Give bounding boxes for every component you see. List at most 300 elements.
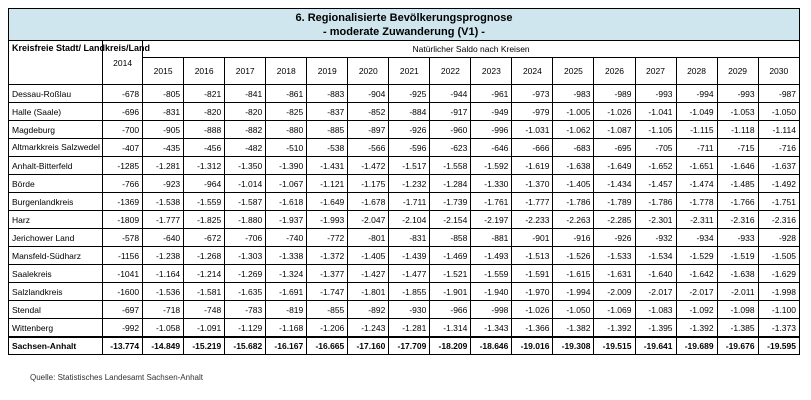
forecast-value: -1.314	[430, 319, 471, 338]
forecast-value: -1.105	[635, 121, 676, 139]
forecast-value: -1.637	[758, 157, 799, 175]
forecast-value: -1.786	[553, 193, 594, 211]
base-year-value: -697	[103, 301, 143, 319]
forecast-value: -1.493	[471, 247, 512, 265]
forecast-value: -1.050	[758, 103, 799, 121]
forecast-value: -1.474	[676, 175, 717, 193]
forecast-value: -1.373	[758, 319, 799, 338]
forecast-value: -1.439	[389, 247, 430, 265]
base-year-value: -1285	[103, 157, 143, 175]
source-note: Quelle: Statistisches Landesamt Sachsen-Anhalt	[30, 373, 203, 382]
forecast-value: -1.087	[594, 121, 635, 139]
forecast-value: -944	[430, 85, 471, 103]
forecast-value: -1.994	[553, 283, 594, 301]
forecast-value: -1.014	[225, 175, 266, 193]
forecast-value: -1.901	[430, 283, 471, 301]
forecast-value: -1.031	[512, 121, 553, 139]
forecast-value: -19.676	[717, 337, 758, 355]
forecast-value: -1.777	[512, 193, 553, 211]
forecast-value: -1.431	[307, 157, 348, 175]
forecast-value: -852	[348, 103, 389, 121]
forecast-value: -2.197	[471, 211, 512, 229]
forecast-value: -1.232	[389, 175, 430, 193]
region-name: Halle (Saale)	[9, 103, 103, 121]
forecast-value: -1.937	[266, 211, 307, 229]
forecast-value: -1.751	[758, 193, 799, 211]
forecast-value: -837	[307, 103, 348, 121]
forecast-value: -987	[758, 85, 799, 103]
forecast-value: -1.998	[758, 283, 799, 301]
forecast-value: -1.324	[266, 265, 307, 283]
forecast-value: -1.115	[676, 121, 717, 139]
forecast-value: -989	[594, 85, 635, 103]
forecast-value: -1.330	[471, 175, 512, 193]
forecast-value: -1.940	[471, 283, 512, 301]
table-row	[9, 103, 800, 121]
year-header: 2022	[430, 58, 471, 85]
forecast-value: -16.167	[266, 337, 307, 355]
forecast-value: -2.047	[348, 211, 389, 229]
forecast-value: -916	[553, 229, 594, 247]
forecast-value: -831	[143, 103, 184, 121]
forecast-value: -1.067	[266, 175, 307, 193]
forecast-value: -2.011	[717, 283, 758, 301]
forecast-value: -2.017	[635, 283, 676, 301]
forecast-value: -1.619	[512, 157, 553, 175]
group-header: Natürlicher Saldo nach Kreisen	[143, 41, 800, 58]
forecast-value: -831	[389, 229, 430, 247]
forecast-value: -1.711	[389, 193, 430, 211]
forecast-value: -926	[594, 229, 635, 247]
forecast-value: -1.536	[143, 283, 184, 301]
forecast-value: -15.682	[225, 337, 266, 355]
forecast-value: -1.638	[717, 265, 758, 283]
forecast-value: -1.284	[430, 175, 471, 193]
year-header: 2020	[348, 58, 389, 85]
base-year-value: -407	[103, 139, 143, 157]
forecast-table	[8, 40, 800, 355]
forecast-value: -15.219	[184, 337, 225, 355]
table-row	[9, 247, 800, 265]
base-year-value: -700	[103, 121, 143, 139]
forecast-value: -960	[430, 121, 471, 139]
forecast-value: -892	[348, 301, 389, 319]
forecast-value: -1.558	[430, 157, 471, 175]
forecast-value: -718	[143, 301, 184, 319]
forecast-value: -934	[676, 229, 717, 247]
forecast-value: -855	[307, 301, 348, 319]
year-header: 2030	[758, 58, 799, 85]
forecast-value: -1.405	[348, 247, 389, 265]
forecast-value: -1.651	[676, 157, 717, 175]
year-header: 2015	[143, 58, 184, 85]
forecast-value: -2.311	[676, 211, 717, 229]
forecast-value: -1.268	[184, 247, 225, 265]
forecast-value: -1.521	[430, 265, 471, 283]
forecast-value: -672	[184, 229, 225, 247]
forecast-value: -1.281	[143, 157, 184, 175]
forecast-value: -538	[307, 139, 348, 157]
base-year-value: -1369	[103, 193, 143, 211]
forecast-value: -17.709	[389, 337, 430, 355]
forecast-value: -1.303	[225, 247, 266, 265]
table-row	[9, 229, 800, 247]
forecast-value: -2.316	[717, 211, 758, 229]
year-header: 2027	[635, 58, 676, 85]
forecast-value: -930	[389, 301, 430, 319]
forecast-value: -1.338	[266, 247, 307, 265]
forecast-value: -596	[389, 139, 430, 157]
forecast-value: -1.434	[594, 175, 635, 193]
region-column-header: Kreisfreie Stadt/ Landkreis/Land	[9, 41, 103, 85]
forecast-value: -706	[225, 229, 266, 247]
forecast-value: -2.017	[676, 283, 717, 301]
forecast-value: -1.005	[553, 103, 594, 121]
forecast-value: -1.091	[184, 319, 225, 338]
forecast-value: -19.689	[676, 337, 717, 355]
table-row	[9, 139, 800, 157]
forecast-value: -825	[266, 103, 307, 121]
forecast-value: -1.526	[553, 247, 594, 265]
forecast-value: -1.214	[184, 265, 225, 283]
forecast-value: -1.789	[594, 193, 635, 211]
year-header: 2025	[553, 58, 594, 85]
forecast-value: -1.855	[389, 283, 430, 301]
forecast-value: -1.777	[143, 211, 184, 229]
table-row	[9, 319, 800, 338]
forecast-value: -905	[143, 121, 184, 139]
forecast-value: -1.559	[184, 193, 225, 211]
forecast-value: -983	[553, 85, 594, 103]
forecast-value: -19.308	[553, 337, 594, 355]
forecast-value: -1.642	[676, 265, 717, 283]
table-row	[9, 265, 800, 283]
year-header: 2028	[676, 58, 717, 85]
forecast-value: -623	[430, 139, 471, 157]
forecast-value: -1.281	[389, 319, 430, 338]
region-name: Börde	[9, 175, 103, 193]
forecast-value: -1.513	[512, 247, 553, 265]
forecast-value: -1.312	[184, 157, 225, 175]
forecast-value: -888	[184, 121, 225, 139]
forecast-value: -1.529	[676, 247, 717, 265]
forecast-value: -1.350	[225, 157, 266, 175]
forecast-value: -1.581	[184, 283, 225, 301]
forecast-value: -1.168	[266, 319, 307, 338]
year-header: 2021	[389, 58, 430, 85]
forecast-value: -482	[225, 139, 266, 157]
region-name: Wittenberg	[9, 319, 103, 338]
forecast-value: -897	[348, 121, 389, 139]
forecast-value: -1.519	[717, 247, 758, 265]
forecast-value: -1.587	[225, 193, 266, 211]
forecast-value: -1.638	[553, 157, 594, 175]
forecast-value: -1.691	[266, 283, 307, 301]
table-title	[8, 8, 800, 40]
forecast-value: -1.993	[307, 211, 348, 229]
region-name: Mansfeld-Südharz	[9, 247, 103, 265]
forecast-value: -16.665	[307, 337, 348, 355]
year-header: 2018	[266, 58, 307, 85]
title-line-1: 6. Regionalisierte Bevölkerungsprognose	[295, 12, 513, 24]
forecast-value: -1.631	[594, 265, 635, 283]
year-header: 2019	[307, 58, 348, 85]
forecast-value: -1.559	[471, 265, 512, 283]
forecast-value: -1.129	[225, 319, 266, 338]
forecast-value: -993	[717, 85, 758, 103]
base-year-value: -1600	[103, 283, 143, 301]
forecast-value: -748	[184, 301, 225, 319]
forecast-value: -1.635	[225, 283, 266, 301]
forecast-value: -2.316	[758, 211, 799, 229]
forecast-value: -1.206	[307, 319, 348, 338]
forecast-value: -1.058	[143, 319, 184, 338]
forecast-value: -1.533	[594, 247, 635, 265]
table-row	[9, 121, 800, 139]
forecast-value: -979	[512, 103, 553, 121]
forecast-value: -435	[143, 139, 184, 157]
table-row	[9, 175, 800, 193]
forecast-value: -19.515	[594, 337, 635, 355]
forecast-value: -1.385	[717, 319, 758, 338]
forecast-value: -1.786	[635, 193, 676, 211]
base-year-value: -13.774	[103, 337, 143, 355]
forecast-value: -1.538	[143, 193, 184, 211]
region-name: Harz	[9, 211, 103, 229]
forecast-value: -998	[471, 301, 512, 319]
forecast-value: -1.457	[635, 175, 676, 193]
forecast-value: -1.678	[348, 193, 389, 211]
forecast-value: -705	[635, 139, 676, 157]
forecast-value: -841	[225, 85, 266, 103]
forecast-value: -1.026	[512, 301, 553, 319]
forecast-value: -861	[266, 85, 307, 103]
forecast-value: -928	[758, 229, 799, 247]
table-row	[9, 85, 800, 103]
forecast-value: -1.069	[594, 301, 635, 319]
forecast-value: -805	[143, 85, 184, 103]
forecast-value: -1.062	[553, 121, 594, 139]
forecast-value: -1.649	[307, 193, 348, 211]
forecast-value: -666	[512, 139, 553, 157]
base-year-value: -1156	[103, 247, 143, 265]
forecast-value: -1.392	[676, 319, 717, 338]
region-name: Burgenlandkreis	[9, 193, 103, 211]
forecast-value: -1.477	[389, 265, 430, 283]
forecast-value: -917	[430, 103, 471, 121]
region-name: Sachsen-Anhalt	[9, 337, 103, 355]
forecast-value: -510	[266, 139, 307, 157]
forecast-value: -994	[676, 85, 717, 103]
region-name: Salzlandkreis	[9, 283, 103, 301]
forecast-value: -901	[512, 229, 553, 247]
forecast-value: -1.372	[307, 247, 348, 265]
year-header: 2026	[594, 58, 635, 85]
forecast-value: -964	[184, 175, 225, 193]
forecast-value: -996	[471, 121, 512, 139]
forecast-value: -14.849	[143, 337, 184, 355]
base-year-value: -678	[103, 85, 143, 103]
forecast-value: -683	[553, 139, 594, 157]
year-header: 2023	[471, 58, 512, 85]
forecast-value: -1.121	[307, 175, 348, 193]
region-name: Jerichower Land	[9, 229, 103, 247]
base-year-value: -1041	[103, 265, 143, 283]
forecast-value: -1.469	[430, 247, 471, 265]
forecast-value: -783	[225, 301, 266, 319]
table-row	[9, 283, 800, 301]
forecast-value: -884	[389, 103, 430, 121]
forecast-value: -1.646	[717, 157, 758, 175]
forecast-value: -1.534	[635, 247, 676, 265]
forecast-value: -1.766	[717, 193, 758, 211]
year-header: 2017	[225, 58, 266, 85]
region-name: Saalekreis	[9, 265, 103, 283]
forecast-value: -820	[225, 103, 266, 121]
forecast-value: -949	[471, 103, 512, 121]
forecast-value: -1.880	[225, 211, 266, 229]
base-year-header: 2014	[103, 41, 143, 85]
forecast-value: -1.377	[307, 265, 348, 283]
region-name: Stendal	[9, 301, 103, 319]
forecast-value: -18.646	[471, 337, 512, 355]
forecast-value: -1.739	[430, 193, 471, 211]
forecast-value: -1.615	[553, 265, 594, 283]
region-name: Anhalt-Bitterfeld	[9, 157, 103, 175]
forecast-value: -715	[717, 139, 758, 157]
forecast-value: -1.505	[758, 247, 799, 265]
forecast-value: -2.154	[430, 211, 471, 229]
forecast-value: -801	[348, 229, 389, 247]
forecast-value: -1.485	[717, 175, 758, 193]
forecast-value: -1.591	[512, 265, 553, 283]
forecast-value: -1.049	[676, 103, 717, 121]
forecast-value: -993	[635, 85, 676, 103]
forecast-value: -2.104	[389, 211, 430, 229]
forecast-value: -1.092	[676, 301, 717, 319]
forecast-value: -2.301	[635, 211, 676, 229]
forecast-value: -711	[676, 139, 717, 157]
forecast-value: -1.390	[266, 157, 307, 175]
year-header: 2024	[512, 58, 553, 85]
forecast-value: -1.592	[471, 157, 512, 175]
region-name: Magdeburg	[9, 121, 103, 139]
forecast-value: -932	[635, 229, 676, 247]
forecast-value: -1.083	[635, 301, 676, 319]
forecast-value: -1.652	[635, 157, 676, 175]
forecast-value: -1.970	[512, 283, 553, 301]
base-year-value: -992	[103, 319, 143, 338]
forecast-value: -2.009	[594, 283, 635, 301]
year-header: 2029	[717, 58, 758, 85]
forecast-value: -1.053	[717, 103, 758, 121]
table-row	[9, 301, 800, 319]
forecast-value: -640	[143, 229, 184, 247]
forecast-value: -819	[266, 301, 307, 319]
forecast-value: -1.098	[717, 301, 758, 319]
base-year-value: -578	[103, 229, 143, 247]
forecast-value: -18.209	[430, 337, 471, 355]
forecast-value: -1.392	[594, 319, 635, 338]
forecast-value: -1.395	[635, 319, 676, 338]
forecast-value: -1.778	[676, 193, 717, 211]
forecast-value: -772	[307, 229, 348, 247]
base-year-value: -1809	[103, 211, 143, 229]
forecast-value: -926	[389, 121, 430, 139]
forecast-value: -1.114	[758, 121, 799, 139]
forecast-value: -1.164	[143, 265, 184, 283]
forecast-value: -19.016	[512, 337, 553, 355]
forecast-value: -1.382	[553, 319, 594, 338]
forecast-value: -1.761	[471, 193, 512, 211]
forecast-value: -456	[184, 139, 225, 157]
forecast-value: -1.343	[471, 319, 512, 338]
forecast-value: -1.492	[758, 175, 799, 193]
base-year-value: -766	[103, 175, 143, 193]
forecast-value: -933	[717, 229, 758, 247]
table-row	[9, 193, 800, 211]
forecast-value: -1.370	[512, 175, 553, 193]
forecast-value: -1.472	[348, 157, 389, 175]
table-row	[9, 211, 800, 229]
forecast-value: -1.747	[307, 283, 348, 301]
forecast-value: -973	[512, 85, 553, 103]
forecast-value: -1.649	[594, 157, 635, 175]
forecast-value: -2.233	[512, 211, 553, 229]
forecast-value: -821	[184, 85, 225, 103]
forecast-value: -966	[430, 301, 471, 319]
forecast-value: -923	[143, 175, 184, 193]
forecast-value: -883	[307, 85, 348, 103]
forecast-value: -19.595	[758, 337, 799, 355]
forecast-value: -740	[266, 229, 307, 247]
forecast-value: -716	[758, 139, 799, 157]
forecast-value: -882	[225, 121, 266, 139]
title-line-2: - moderate Zuwanderung (V1) -	[323, 26, 485, 38]
forecast-value: -19.641	[635, 337, 676, 355]
forecast-value: -1.618	[266, 193, 307, 211]
forecast-value: -880	[266, 121, 307, 139]
forecast-value: -2.285	[594, 211, 635, 229]
data-sheet	[8, 8, 800, 355]
forecast-value: -1.366	[512, 319, 553, 338]
forecast-value: -961	[471, 85, 512, 103]
forecast-value: -1.118	[717, 121, 758, 139]
forecast-value: -881	[471, 229, 512, 247]
forecast-value: -1.026	[594, 103, 635, 121]
forecast-value: -1.243	[348, 319, 389, 338]
forecast-value: -885	[307, 121, 348, 139]
year-header: 2016	[184, 58, 225, 85]
forecast-value: -1.405	[553, 175, 594, 193]
forecast-value: -1.175	[348, 175, 389, 193]
forecast-value: -1.801	[348, 283, 389, 301]
forecast-value: -2.263	[553, 211, 594, 229]
forecast-value: -566	[348, 139, 389, 157]
forecast-value: -1.238	[143, 247, 184, 265]
forecast-value: -695	[594, 139, 635, 157]
total-row	[9, 337, 800, 355]
forecast-value: -1.640	[635, 265, 676, 283]
forecast-value: -904	[348, 85, 389, 103]
forecast-value: -1.041	[635, 103, 676, 121]
forecast-value: -646	[471, 139, 512, 157]
forecast-value: -820	[184, 103, 225, 121]
forecast-value: -17.160	[348, 337, 389, 355]
forecast-value: -925	[389, 85, 430, 103]
forecast-value: -1.825	[184, 211, 225, 229]
base-year-value: -696	[103, 103, 143, 121]
